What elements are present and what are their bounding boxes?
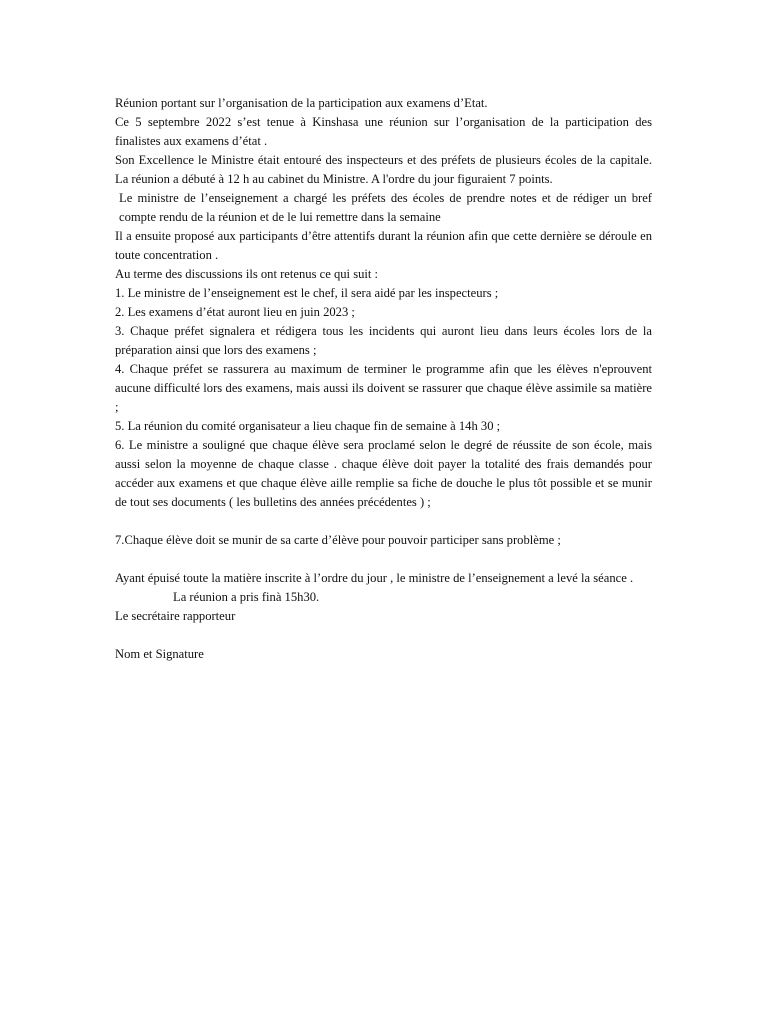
paragraph-assignment: Le ministre de l’enseignement a chargé les préfets des écoles de prendre notes et de rédiger un bref compte rendu de la réunion et de le lui remettre dans la semaine	[119, 191, 652, 224]
blank-line	[115, 512, 652, 531]
list-item: 3. Chaque préfet signalera et rédigera tous les incidents qui auront lieu dans leurs écoles lors de la préparation ainsi que lors des examens ;	[115, 324, 652, 357]
list-item-7: 7.Chaque élève doit se munir de sa carte d’élève pour pouvoir participer sans problème ;	[115, 533, 561, 547]
paragraph-intro: Ce 5 septembre 2022 s’est tenue à Kinshasa une réunion sur l’organisation de la participation des finalistes aux examens d’état .	[115, 115, 652, 148]
secretary-line: Le secrétaire rapporteur	[115, 609, 236, 623]
list-item: 4. Chaque préfet se rassurera au maximum de terminer le programme afin que les élèves n'eprouvent aucune difficulté lors des examens, mais aussi ils doivent se rassurer que chaque élève assimile sa matière ;	[115, 362, 652, 414]
blank-line	[115, 626, 652, 645]
list-item: 1. Le ministre de l’enseignement est le chef, il sera aidé par les inspecteurs ;	[115, 286, 499, 300]
paragraph-decisions-intro: Au terme des discussions ils ont retenus ce qui suit :	[115, 267, 379, 281]
paragraph-attention: Il a ensuite proposé aux participants d’être attentifs durant la réunion afin que cette dernière se déroule en toute concentration .	[115, 229, 652, 262]
signature-line: Nom et Signature	[115, 647, 204, 661]
list-item: 2. Les examens d’état auront lieu en juin 2023 ;	[115, 305, 355, 319]
list-item: 6. Le ministre a souligné que chaque élève sera proclamé selon le degré de réussite de son école, mais aussi selon la moyenne de chaque classe . chaque élève doit payer la totalité des frais demandés pour accéder aux examens et que chaque élève aille remplie sa fiche de douche le plus tôt possible et se munir de tout ses documents ( les bulletins des années précédentes ) ;	[115, 438, 652, 509]
paragraph-conclusion: Ayant épuisé toute la matière inscrite à l’ordre du jour , le ministre de l’enseignement a levé la séance .	[115, 571, 634, 585]
paragraph-attendees: Son Excellence le Ministre était entouré des inspecteurs et des préfets de plusieurs écoles de la capitale. La réunion a débuté à 12 h au cabinet du Ministre. A l'ordre du jour figuraient 7 points.	[115, 153, 652, 186]
document-title: Réunion portant sur l’organisation de la participation aux examens d’Etat.	[115, 96, 488, 110]
list-item: 5. La réunion du comité organisateur a lieu chaque fin de semaine à 14h 30 ;	[115, 419, 501, 433]
document-body	[115, 94, 652, 664]
blank-line	[115, 550, 652, 569]
end-time-line: La réunion a pris finà 15h30.	[173, 590, 320, 604]
